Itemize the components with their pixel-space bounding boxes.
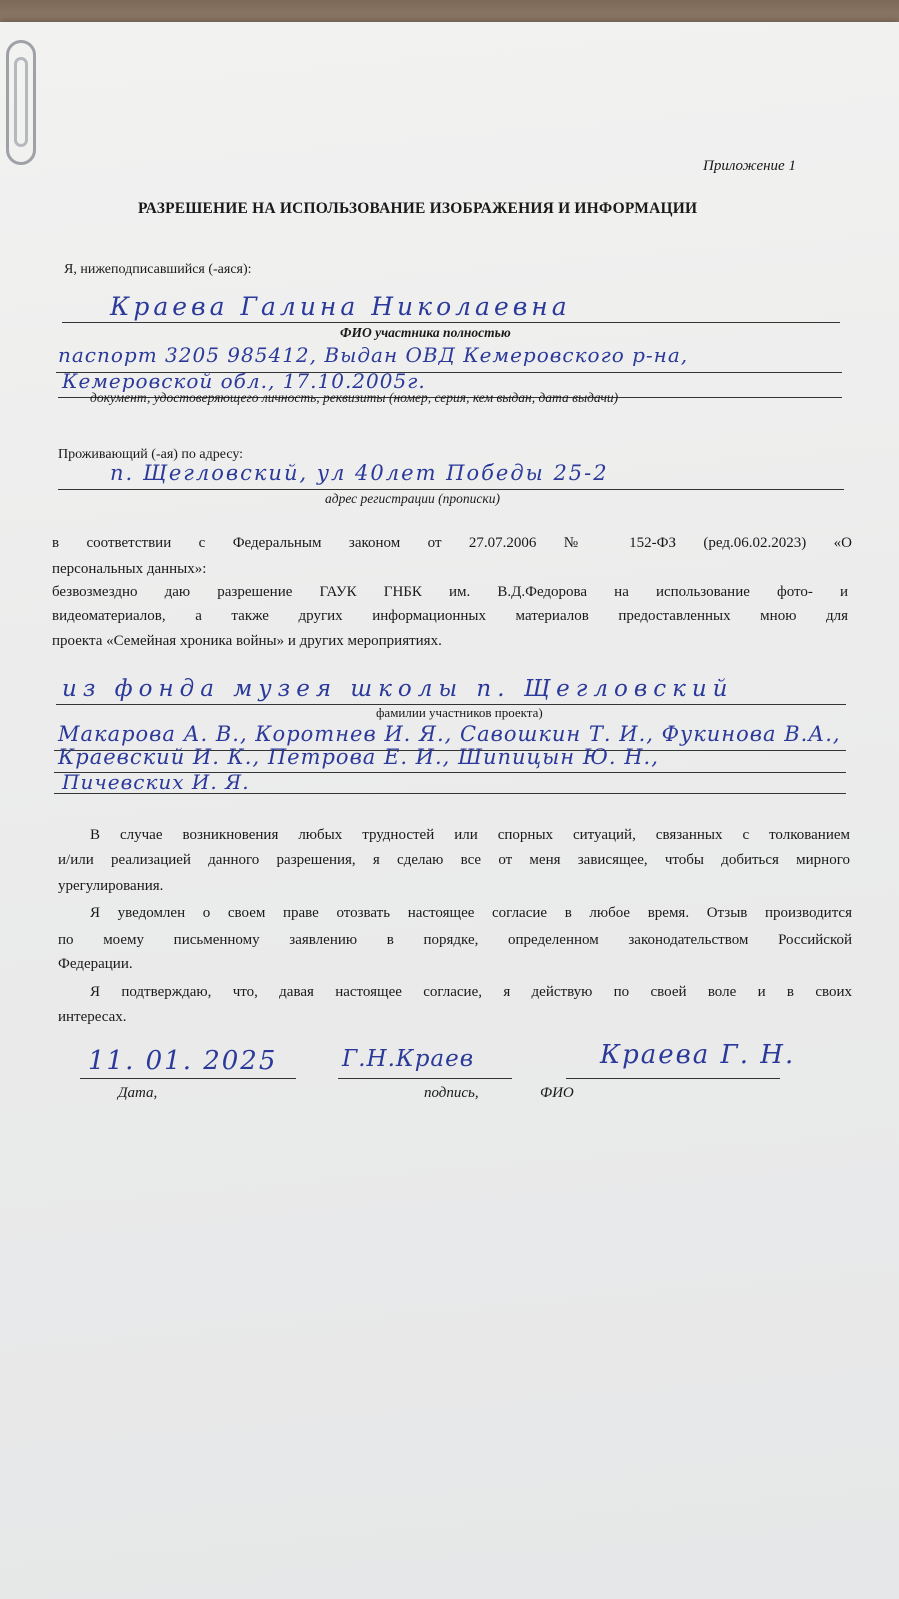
clause2-line1: Я уведомлен о своем праве отозвать настоящее согласие в любое время. Отзыв производится <box>90 905 852 921</box>
document-line1-handwritten: паспорт 3205 985412, Выдан ОВД Кемеровского р-на, <box>58 343 689 367</box>
participants-line3-handwritten: Пичевских И. Я. <box>62 770 250 794</box>
address-handwritten: п. Щегловский, ул 40лет Победы 25-2 <box>110 461 609 485</box>
address-line <box>58 489 844 490</box>
fio-handwritten: Краева Г. Н. <box>600 1040 796 1070</box>
full-name-handwritten: Краева Галина Николаевна <box>110 292 571 321</box>
fio-label: ФИО <box>540 1085 574 1101</box>
document-line2-handwritten: Кемеровской обл., 17.10.2005г. <box>62 369 426 393</box>
clause2-line2: по моему письменному заявлению в порядке, определенном законодательством Российской <box>58 932 852 948</box>
appendix-label: Приложение 1 <box>703 158 796 174</box>
signature-line <box>338 1078 512 1079</box>
date-handwritten: 11. 01. 2025 <box>88 1046 278 1076</box>
participants-line1-handwritten: Макарова А. В., Коротнев И. Я., Савошкин Т. И., Фукинова В.А., <box>58 722 841 746</box>
clause1-line2: и/или реализацией данного разрешения, я сделаю все от меня зависящее, чтобы добиться мирного <box>58 852 850 868</box>
signature-label: подпись, <box>424 1085 479 1101</box>
clause1-line3: урегулирования. <box>58 878 164 894</box>
clause3-line2: интересах. <box>58 1009 127 1025</box>
signature-handwritten: Г.Н.Краев <box>342 1046 475 1072</box>
participants-source-handwritten: из фонда музея школы п. Щегловский <box>62 676 734 702</box>
legal-line5: проекта «Семейная хроника войны» и других мероприятиях. <box>52 633 442 649</box>
full-name-caption: ФИО участника полностью <box>340 325 511 340</box>
clause3-line1: Я подтверждаю, что, давая настоящее согласие, я действую по своей воле и в своих <box>90 984 852 1000</box>
legal-line3: безвозмездно даю разрешение ГАУК ГНБК им. В.Д.Федорова на использование фото- и <box>52 584 848 600</box>
document-title: РАЗРЕШЕНИЕ НА ИСПОЛЬЗОВАНИЕ ИЗОБРАЖЕНИЯ И ИНФОРМАЦИИ <box>138 200 698 217</box>
paperclip-icon <box>6 40 36 165</box>
legal-line4: видеоматериалов, а также других информационных материалов предоставленных мною для <box>52 608 848 624</box>
address-label: Проживающий (-ая) по адресу: <box>58 447 244 462</box>
document-sheet <box>0 22 899 1599</box>
participants-line2-handwritten: Краевский И. К., Петрова Е. И., Шипицын Ю. Н., <box>58 745 659 769</box>
legal-line2: персональных данных»: <box>52 561 207 577</box>
participants-caption: фамилии участников проекта) <box>376 705 543 720</box>
participants-line3-rule <box>54 793 846 794</box>
date-label: Дата, <box>118 1085 158 1101</box>
intro-label: Я, нижеподписавшийся (-аяся): <box>64 262 252 277</box>
date-line <box>80 1078 296 1079</box>
full-name-line <box>62 322 840 323</box>
document-caption: документ, удостоверяющего личность, реквизиты (номер, серия, кем выдан, дата выдачи) <box>90 390 619 405</box>
fio-line <box>566 1078 780 1079</box>
legal-line1: в соответствии с Федеральным законом от 27.07.2006 № 152-ФЗ (ред.06.02.2023) «О <box>52 535 852 551</box>
address-caption: адрес регистрации (прописки) <box>325 491 500 506</box>
clause1-line1: В случае возникновения любых трудностей или спорных ситуаций, связанных с толкованием <box>90 827 850 843</box>
clause2-line3: Федерации. <box>58 956 133 972</box>
